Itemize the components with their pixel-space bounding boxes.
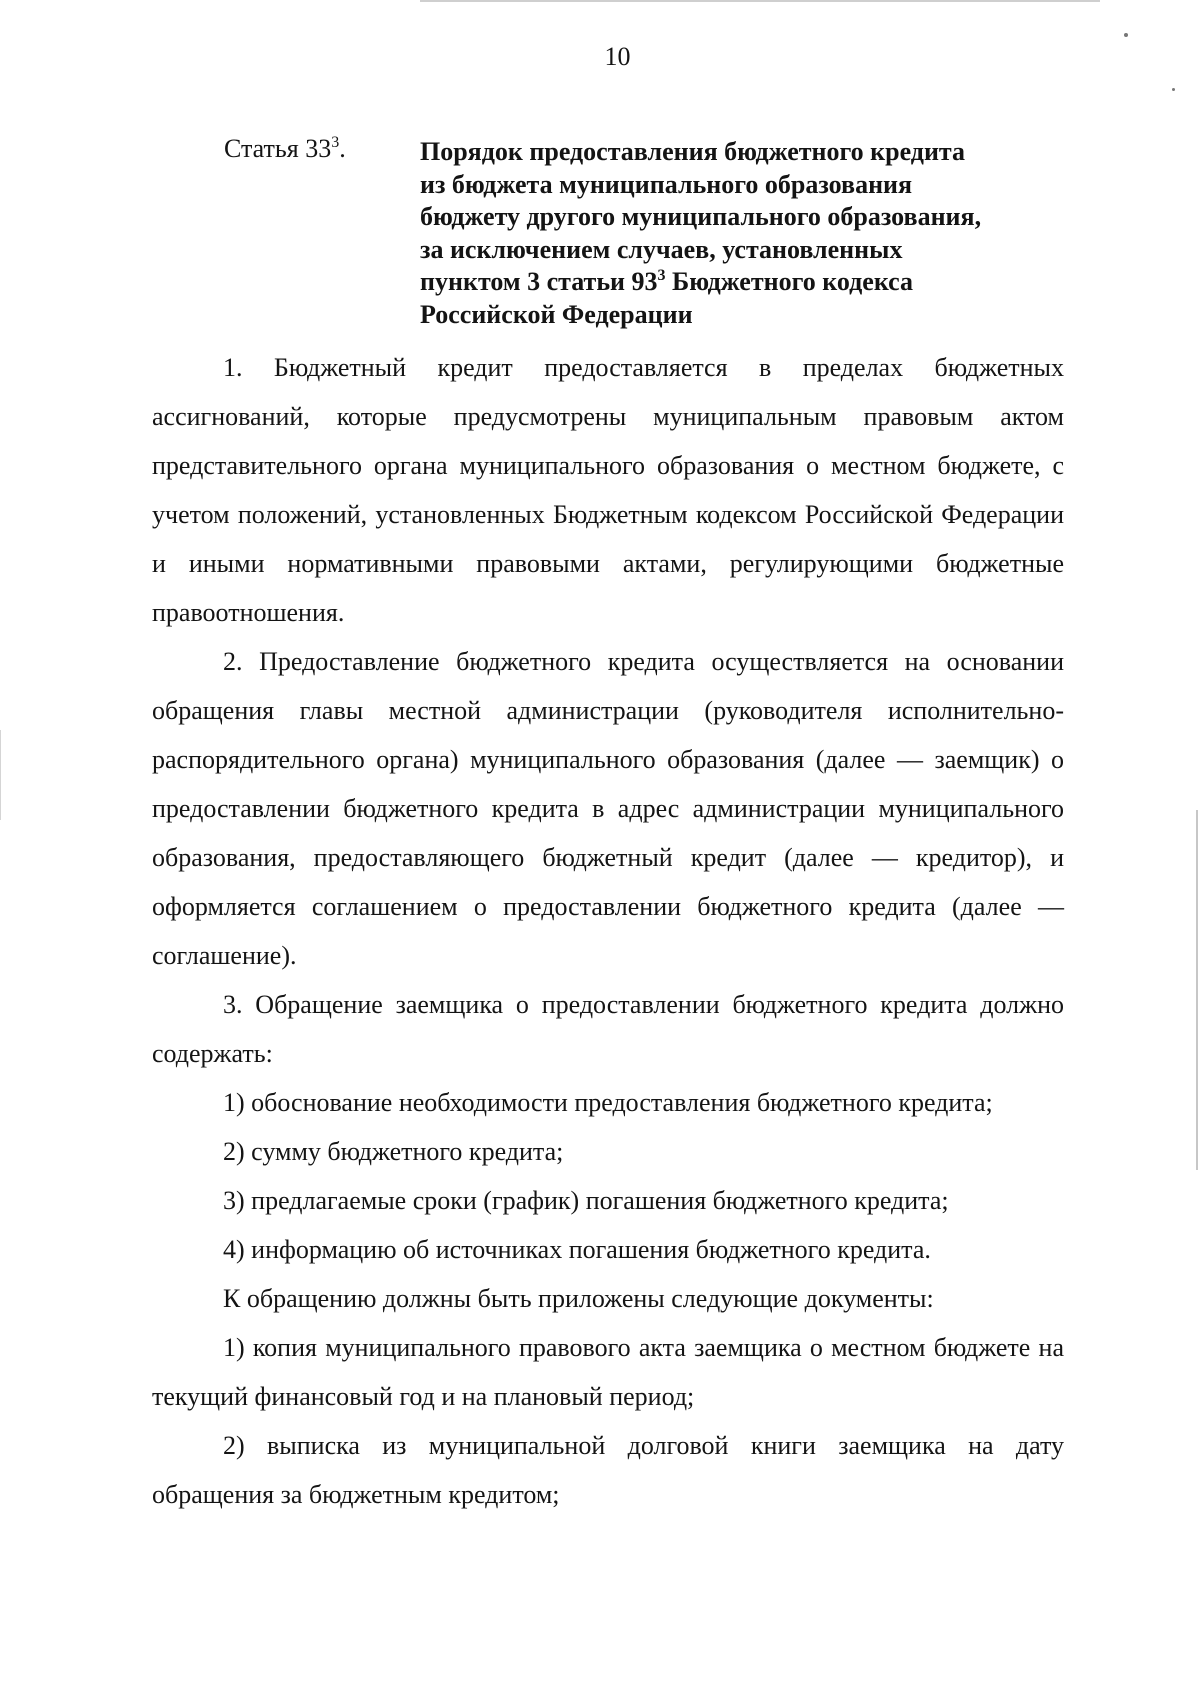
article-label-suffix: . (339, 134, 346, 163)
article-title-superscript: 3 (657, 267, 666, 285)
scan-edge-line (420, 0, 1100, 2)
list-item: 1) обоснование необходимости предоставления бюджетного кредита; (223, 1088, 993, 1117)
page-number: 10 (604, 42, 631, 71)
scan-edge-line (0, 730, 1, 820)
article-title-line: из бюджета муниципального образования (420, 169, 913, 199)
paragraph-3: 3. Обращение заемщика о предоставлении бюджетного кредита должно содержать: (152, 990, 1064, 1068)
list-item: 2) сумму бюджетного кредита; (223, 1137, 564, 1166)
list-item: 4) информацию об источниках погашения бюджетного кредита. (223, 1235, 931, 1264)
list-item: 3) предлагаемые сроки (график) погашения бюджетного кредита; (223, 1186, 949, 1215)
documents-intro: К обращению должны быть приложены следующие документы: (223, 1284, 934, 1313)
article-title-line: за исключением случаев, установленных (420, 234, 903, 264)
article-title-line: бюджету другого муниципального образования, (420, 202, 982, 232)
article-label-prefix: Статья 33 (224, 134, 332, 163)
article-title-line: Российской Федерации (420, 299, 693, 329)
article-title-line5-suffix: Бюджетного кодекса (665, 267, 914, 297)
document-item: 1) копия муниципального правового акта заемщика о местном бюджете на текущий финансовый год и на плановый период; (152, 1333, 1064, 1411)
article-body (152, 343, 1064, 1519)
scan-edge-line (1196, 810, 1198, 1170)
scan-speck (1124, 33, 1128, 37)
article-title-line: Порядок предоставления бюджетного кредита (420, 137, 966, 166)
document-item: 2) выписка из муниципальной долговой книги заемщика на дату обращения за бюджетным кредитом; (152, 1431, 1064, 1509)
article-title-line (420, 266, 1060, 299)
paragraph-1: 1. Бюджетный кредит предоставляется в пределах бюджетных ассигнований, которые предусмотрены муниципальным правовым актом представительного органа муниципального образования о местном бюджете, с учетом положений, установленных Бюджетным кодексом Российской Федерации и иными нормативными правовыми актами, регулирующими бюджетные правоотношения. (152, 353, 1064, 627)
article-label-superscript: 3 (331, 134, 340, 151)
paragraph-2: 2. Предоставление бюджетного кредита осуществляется на основании обращения главы местной администрации (руководителя исполнительно-распорядительного органа) муниципального образования (далее — заемщик) о предоставлении бюджетного кредита в адрес администрации муниципального образования, предоставляющего бюджетный кредит (далее — кредитор), и оформляется соглашением о предоставлении бюджетного кредита (далее — соглашение). (152, 647, 1064, 970)
article-title-line5-prefix: пунктом 3 статьи 93 (420, 267, 658, 297)
article-label (224, 134, 346, 164)
article-title (420, 136, 1060, 332)
scan-speck (1172, 88, 1175, 91)
